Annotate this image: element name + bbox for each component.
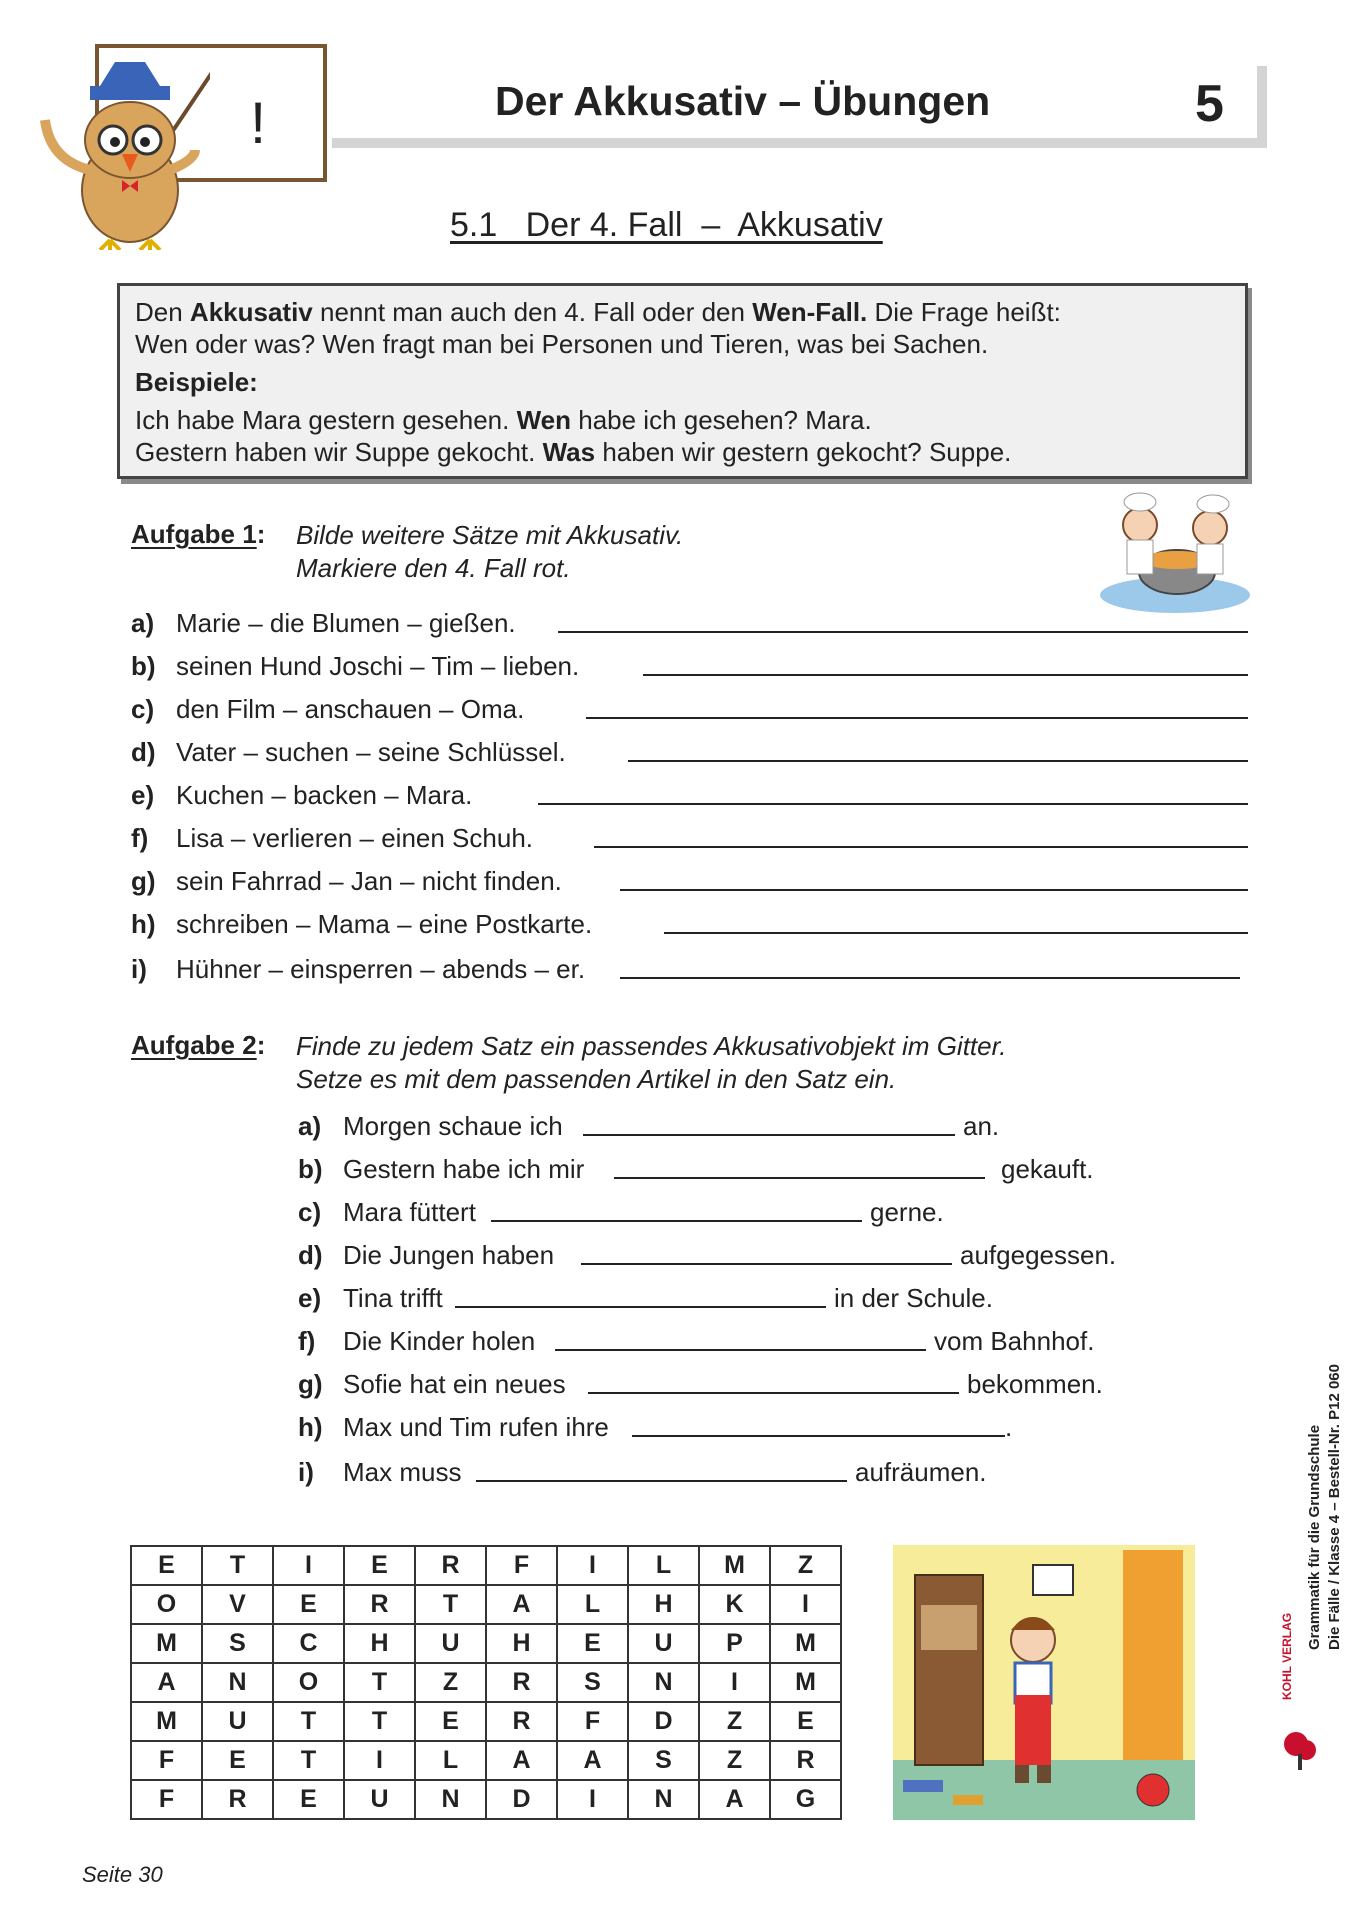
answer-line[interactable] — [594, 846, 1248, 848]
grid-cell[interactable]: D — [486, 1780, 557, 1819]
grid-row — [131, 1585, 841, 1624]
grid-cell[interactable]: I — [273, 1546, 344, 1585]
item-text-after: . — [1005, 1412, 1013, 1442]
item-letter: g) — [131, 866, 156, 896]
grid-row — [131, 1780, 841, 1819]
aufgabe2-instructions — [296, 1030, 1007, 1096]
exclamation-mark: ! — [250, 91, 267, 156]
grid-cell[interactable]: U — [344, 1780, 415, 1819]
info-line-4: Ich habe Mara gestern gesehen. Wen habe ich gesehen? Mara. — [135, 405, 872, 435]
aufgabe2-label: Aufgabe 2: — [131, 1030, 266, 1060]
answer-line[interactable] — [620, 977, 1240, 979]
grid-cell[interactable]: R — [415, 1546, 486, 1585]
grid-cell[interactable]: E — [273, 1780, 344, 1819]
item-letter: h) — [131, 909, 156, 939]
grid-cell[interactable]: E — [273, 1585, 344, 1624]
grid-cell[interactable]: L — [415, 1741, 486, 1780]
item-text-before: Max und Tim rufen ihre — [343, 1412, 609, 1442]
aufgabe2-item — [298, 1154, 584, 1185]
aufgabe2-item — [298, 1457, 461, 1488]
aufgabe2-item — [298, 1412, 609, 1443]
aufgabe1-item — [131, 866, 562, 897]
item-text-before: Sofie hat ein neues — [343, 1369, 566, 1399]
aufgabe2-item — [298, 1197, 476, 1228]
grid-cell[interactable]: R — [486, 1663, 557, 1702]
answer-line[interactable] — [664, 932, 1248, 934]
grid-cell[interactable]: A — [557, 1741, 628, 1780]
item-text-after: aufgegessen. — [960, 1240, 1117, 1270]
grid-cell[interactable]: G — [770, 1780, 841, 1819]
grid-cell[interactable]: T — [202, 1546, 273, 1585]
grid-cell[interactable]: H — [486, 1624, 557, 1663]
aufgabe1-instructions — [296, 519, 683, 585]
grid-cell[interactable]: U — [415, 1624, 486, 1663]
item-text: seinen Hund Joschi – Tim – lieben. — [176, 651, 580, 681]
aufgabe2-item — [298, 1326, 535, 1357]
grid-cell[interactable]: M — [699, 1546, 770, 1585]
grid-cell[interactable]: D — [628, 1702, 699, 1741]
grid-cell[interactable]: T — [273, 1702, 344, 1741]
item-text: Hühner – einsperren – abends – er. — [176, 954, 586, 984]
item-text: Lisa – verlieren – einen Schuh. — [176, 823, 534, 853]
answer-line[interactable] — [455, 1306, 826, 1308]
item-letter: f) — [131, 823, 149, 853]
grid-cell[interactable]: C — [273, 1624, 344, 1663]
tree-logo-icon — [1280, 1728, 1320, 1773]
grid-cell[interactable]: K — [699, 1585, 770, 1624]
aufgabe1-item — [131, 651, 579, 682]
answer-line[interactable] — [476, 1480, 847, 1482]
aufgabe1-item — [131, 909, 592, 940]
grid-cell[interactable]: R — [202, 1780, 273, 1819]
item-letter: h) — [298, 1412, 323, 1442]
grid-cell[interactable]: A — [486, 1585, 557, 1624]
grid-cell[interactable]: M — [131, 1624, 202, 1663]
grid-cell[interactable]: E — [770, 1702, 841, 1741]
side-imprint-line-2: Die Fälle / Klasse 4 – Bestell-Nr. P12 060 — [1326, 1364, 1343, 1650]
chapter-number: 5 — [1195, 75, 1224, 133]
grid-cell[interactable]: F — [131, 1741, 202, 1780]
grid-cell[interactable]: Z — [699, 1702, 770, 1741]
item-letter: i) — [131, 954, 147, 984]
grid-row — [131, 1663, 841, 1702]
aufgabe1-instruction-2: Markiere den 4. Fall rot. — [296, 553, 571, 583]
grid-cell[interactable]: P — [699, 1624, 770, 1663]
aufgabe1-item — [131, 823, 533, 854]
info-line-1: Den Akkusativ nennt man auch den 4. Fall oder den Wen-Fall. Die Frage heißt: — [135, 297, 1061, 327]
item-letter: a) — [131, 608, 155, 638]
item-letter: b) — [131, 651, 156, 681]
aufgabe2-item — [298, 1283, 443, 1314]
item-letter: c) — [131, 694, 155, 724]
grid-cell[interactable]: F — [486, 1546, 557, 1585]
grid-cell[interactable]: U — [628, 1624, 699, 1663]
grid-cell[interactable]: M — [770, 1624, 841, 1663]
item-text: schreiben – Mama – eine Postkarte. — [176, 909, 593, 939]
aufgabe1-label: Aufgabe 1: — [131, 519, 266, 549]
grid-cell[interactable]: H — [344, 1624, 415, 1663]
grid-cell[interactable]: Z — [699, 1741, 770, 1780]
grid-cell[interactable]: O — [131, 1585, 202, 1624]
item-text-before: Gestern habe ich mir — [343, 1154, 585, 1184]
info-box — [117, 283, 1248, 479]
aufgabe2-instruction-1: Finde zu jedem Satz ein passendes Akkusativobjekt im Gitter. — [296, 1031, 1007, 1061]
item-letter: c) — [298, 1197, 322, 1227]
grid-cell[interactable]: T — [415, 1585, 486, 1624]
grid-cell[interactable]: E — [415, 1702, 486, 1741]
item-letter: b) — [298, 1154, 323, 1184]
aufgabe1-item — [131, 954, 585, 985]
aufgabe1-item — [131, 694, 524, 725]
answer-line[interactable] — [586, 717, 1248, 719]
item-letter: i) — [298, 1457, 314, 1487]
answer-line[interactable] — [491, 1220, 862, 1222]
grid-cell[interactable]: E — [344, 1546, 415, 1585]
item-text: Marie – die Blumen – gießen. — [176, 608, 516, 638]
section-heading: 5.1 Der 4. Fall – Akkusativ — [450, 206, 883, 244]
grid-cell[interactable]: I — [770, 1585, 841, 1624]
grid-cell[interactable]: A — [486, 1741, 557, 1780]
item-text: sein Fahrrad – Jan – nicht finden. — [176, 866, 562, 896]
grid-cell[interactable]: F — [131, 1780, 202, 1819]
grid-row — [131, 1741, 841, 1780]
grid-cell[interactable]: S — [557, 1663, 628, 1702]
item-text-after: aufräumen. — [855, 1457, 987, 1487]
aufgabe1-item — [131, 780, 472, 811]
grid-cell[interactable]: M — [770, 1663, 841, 1702]
item-text: Vater – suchen – seine Schlüssel. — [176, 737, 566, 767]
grid-cell[interactable]: H — [628, 1585, 699, 1624]
info-line-2: Wen oder was? Wen fragt man bei Personen und Tieren, was bei Sachen. — [135, 329, 989, 359]
answer-line[interactable] — [620, 889, 1248, 891]
grid-cell[interactable]: L — [628, 1546, 699, 1585]
answer-line[interactable] — [581, 1263, 952, 1265]
aufgabe2-item — [298, 1369, 566, 1400]
item-text: den Film – anschauen – Oma. — [176, 694, 525, 724]
aufgabe2-item — [298, 1111, 563, 1142]
grid-cell[interactable]: Z — [770, 1546, 841, 1585]
item-letter: e) — [298, 1283, 322, 1313]
grid-cell[interactable]: M — [131, 1702, 202, 1741]
page-number: Seite 30 — [82, 1862, 163, 1887]
item-letter: e) — [131, 780, 155, 810]
grid-cell[interactable]: N — [628, 1663, 699, 1702]
info-examples-heading: Beispiele: — [135, 367, 258, 397]
answer-line[interactable] — [614, 1177, 985, 1179]
item-letter: f) — [298, 1326, 316, 1356]
owl-teacher-illustration — [30, 50, 210, 250]
item-letter: g) — [298, 1369, 323, 1399]
answer-line[interactable] — [588, 1392, 959, 1394]
item-text-after: an. — [963, 1111, 1000, 1141]
grid-cell[interactable]: S — [202, 1624, 273, 1663]
answer-line[interactable] — [538, 803, 1248, 805]
grid-cell[interactable]: R — [486, 1702, 557, 1741]
grid-cell[interactable]: E — [202, 1741, 273, 1780]
answer-line[interactable] — [558, 631, 1248, 633]
grid-cell[interactable]: U — [202, 1702, 273, 1741]
item-letter: a) — [298, 1111, 322, 1141]
item-text-before: Tina trifft — [343, 1283, 443, 1313]
grid-cell[interactable]: N — [415, 1780, 486, 1819]
grid-cell[interactable]: I — [557, 1780, 628, 1819]
item-text-before: Die Jungen haben — [343, 1240, 555, 1270]
answer-line[interactable] — [628, 760, 1248, 762]
grid-row — [131, 1702, 841, 1741]
grid-cell[interactable]: N — [628, 1780, 699, 1819]
grid-cell[interactable]: E — [557, 1624, 628, 1663]
grid-cell[interactable]: S — [628, 1741, 699, 1780]
grid-row — [131, 1546, 841, 1585]
item-text-before: Mara füttert — [343, 1197, 476, 1227]
grid-cell[interactable]: F — [557, 1702, 628, 1741]
grid-cell[interactable]: R — [344, 1585, 415, 1624]
answer-line[interactable] — [643, 674, 1248, 676]
grid-cell[interactable]: T — [273, 1741, 344, 1780]
page-title: Der Akkusativ – Übungen — [495, 78, 991, 124]
answer-line[interactable] — [632, 1435, 1005, 1437]
aufgabe1-item — [131, 608, 516, 639]
item-text-before: Morgen schaue ich — [343, 1111, 563, 1141]
grid-cell[interactable]: A — [131, 1663, 202, 1702]
item-text-after: in der Schule. — [834, 1283, 993, 1313]
grid-cell[interactable]: L — [557, 1585, 628, 1624]
side-imprint-line-1: Grammatik für die Grundschule — [1306, 1424, 1323, 1650]
messy-room-illustration — [893, 1545, 1195, 1820]
grid-cell[interactable]: I — [699, 1663, 770, 1702]
item-letter: d) — [131, 737, 156, 767]
item-text-after: bekommen. — [967, 1369, 1103, 1399]
item-letter: d) — [298, 1240, 323, 1270]
side-imprint — [1305, 1364, 1345, 1650]
grid-cell[interactable]: O — [273, 1663, 344, 1702]
item-text-after: gekauft. — [1001, 1154, 1094, 1184]
grid-cell[interactable]: Z — [415, 1663, 486, 1702]
grid-cell[interactable]: A — [699, 1780, 770, 1819]
publisher-logo: KOHL VERLAG — [1280, 1612, 1294, 1700]
word-search-grid — [130, 1545, 842, 1820]
grid-cell[interactable]: R — [770, 1741, 841, 1780]
item-text-before: Max muss — [343, 1457, 462, 1487]
info-line-5: Gestern haben wir Suppe gekocht. Was haben wir gestern gekocht? Suppe. — [135, 437, 1012, 467]
grid-row — [131, 1624, 841, 1663]
aufgabe1-instruction-1: Bilde weitere Sätze mit Akkusativ. — [296, 520, 684, 550]
grid-cell[interactable]: N — [202, 1663, 273, 1702]
grid-cell[interactable]: T — [344, 1702, 415, 1741]
cooking-children-illustration — [1095, 490, 1255, 620]
grid-cell[interactable]: E — [131, 1546, 202, 1585]
grid-cell[interactable]: V — [202, 1585, 273, 1624]
grid-cell[interactable]: T — [344, 1663, 415, 1702]
aufgabe2-item — [298, 1240, 554, 1271]
aufgabe2-instruction-2: Setze es mit dem passenden Artikel in den Satz ein. — [296, 1064, 897, 1094]
item-text: Kuchen – backen – Mara. — [176, 780, 473, 810]
item-text-after: gerne. — [870, 1197, 944, 1227]
answer-line[interactable] — [583, 1134, 955, 1136]
grid-cell[interactable]: I — [557, 1546, 628, 1585]
item-text-before: Die Kinder holen — [343, 1326, 536, 1356]
aufgabe1-item — [131, 737, 566, 768]
grid-cell[interactable]: I — [344, 1741, 415, 1780]
answer-line[interactable] — [555, 1349, 926, 1351]
item-text-after: vom Bahnhof. — [934, 1326, 1095, 1356]
